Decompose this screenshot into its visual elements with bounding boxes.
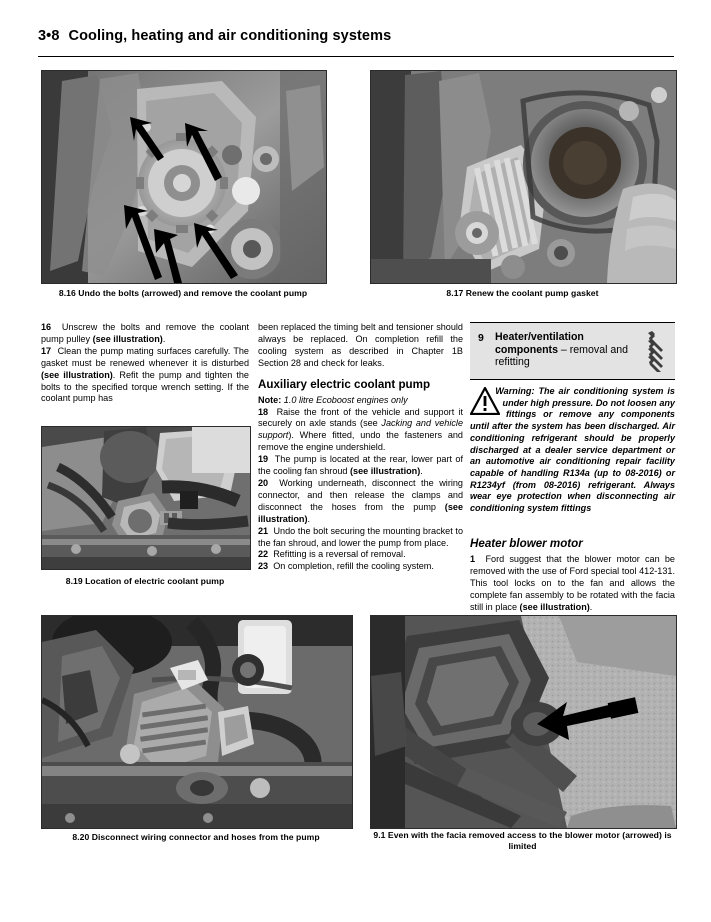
section-title-bold: Heater/ventilation components — [495, 331, 584, 356]
figure-image-8-17 — [371, 71, 676, 283]
figure-photo-8-19 — [41, 426, 251, 570]
figure-photo-8-16 — [41, 70, 327, 284]
figure-image-8-20 — [42, 616, 352, 828]
subheading-auxiliary-electric-coolant-pump: Auxiliary electric coolant pump — [258, 377, 431, 391]
section-heading-box-9 — [470, 322, 675, 380]
page-header — [38, 28, 678, 44]
step-number-20: 20 — [258, 477, 269, 488]
step-text-16a: Unscrew the bolts and remove the coolant pump pulley — [41, 322, 249, 344]
step-number-18: 18 — [258, 406, 269, 417]
warning-block — [470, 386, 675, 515]
figure-photo-9-1 — [370, 615, 677, 829]
warning-label: Warning: — [495, 386, 535, 396]
figure-caption-8-20: 8.20 Disconnect wiring connector and hoses from the pump — [72, 832, 320, 842]
paragraph-16 — [41, 322, 249, 346]
step-text-17b: (see illustration) — [41, 369, 113, 380]
paragraph-19 — [258, 454, 463, 478]
note-label: Note: — [258, 394, 282, 405]
step-text-17c: . Refit the pump and tighten the bolts to the specified torque wrench setting. If the coolant pump has — [41, 369, 249, 404]
paragraph-20 — [258, 478, 463, 526]
paragraph-21 — [258, 526, 463, 550]
step-text-19a: The pump is located at the rear, lower part of the cooling fan shroud — [258, 454, 463, 477]
step-text-1a: Ford suggest that the blower motor can be removed with the use of Ford special tool 412-131. This tool locks on to the fan and allows the complete fan assembly to be rotated with the facia still in place — [470, 554, 675, 612]
note-line — [258, 395, 463, 407]
step-number-21: 21 — [258, 525, 269, 536]
step-text-16b: (see illustration) — [92, 333, 163, 344]
warning-text: The air conditioning system is under high pressure. Do not loosen any fittings or remove any components until after the system has been discharged. Air conditioning refrigerant should be properly discharged at a dealer service department or an automotive air conditioning repair facility capable of handling R134a (up to 08-2016) or R1234yf (from 08-2016) refrigerant. Always wear eye protection when disconnecting air conditioning system fittings — [470, 386, 675, 514]
step-number-22: 22 — [258, 549, 269, 560]
step-number-17: 17 — [41, 345, 52, 356]
step-number-16: 16 — [41, 322, 52, 332]
step-text-17a: Clean the pump mating surfaces carefully. The gasket must be renewed whenever it is disturbed — [41, 345, 249, 368]
step-text-20b: (see illustration) — [258, 501, 463, 524]
middle-text-column — [258, 322, 463, 573]
step-text-19c: . — [420, 466, 423, 477]
section-number-9: 9 — [478, 332, 484, 344]
step-text-20a: Working underneath, disconnect the wiring connector, and then release the clamps and disconnect the hoses from the pump — [258, 477, 463, 512]
figure-caption-8-19: 8.19 Location of electric coolant pump — [65, 576, 225, 586]
figure-image-8-19 — [42, 427, 250, 569]
paragraph-9-1 — [470, 554, 675, 614]
section-title-rest: – removal and refitting — [495, 343, 629, 369]
step-number-19: 19 — [258, 454, 269, 465]
header-rule — [38, 56, 674, 57]
right-text-column — [470, 528, 675, 614]
step-number-1: 1 — [470, 554, 476, 564]
step-text-1b: (see illustration) — [519, 601, 590, 612]
step-number-23: 23 — [258, 561, 269, 572]
paragraph-18 — [258, 407, 463, 455]
step-text-19b: (see illustration) — [350, 466, 421, 477]
step-text-22: Refitting is a reversal of removal. — [273, 549, 406, 560]
step-text-21: Undo the bolt securing the mounting bracket to the fan shroud, and lower the pump from place. — [258, 525, 463, 548]
figure-caption-8-17: 8.17 Renew the coolant pump gasket — [446, 288, 599, 298]
spanner-rating-icon — [647, 330, 669, 372]
figure-image-8-16 — [42, 71, 326, 283]
subheading-heater-blower-motor: Heater blower motor — [470, 537, 583, 550]
paragraph-23 — [258, 561, 463, 573]
step-text-18a: Raise the front of the vehicle and support it securely on axle stands (see — [258, 406, 463, 429]
note-text: 1.0 litre Ecoboost engines only — [283, 394, 408, 405]
step-text-1c: . — [589, 601, 593, 612]
section-title-9 — [495, 331, 635, 369]
step-text-23: On completion, refill the cooling system. — [273, 561, 434, 572]
paragraph-continuation: been replaced the timing belt and tensioner should always be replaced. On completion refill the cooling system as described in Chapter 1B Section 28 and check for leaks. — [258, 322, 463, 368]
page-folio: 3•8 — [38, 28, 60, 44]
step-text-20c: . — [307, 513, 311, 524]
figure-caption-9-1: 9.1 Even with the facia removed access to the blower motor (arrowed) is limited — [373, 830, 672, 851]
figure-photo-8-20 — [41, 615, 353, 829]
figure-photo-8-17 — [370, 70, 677, 284]
figure-caption-8-16: 8.16 Undo the bolts (arrowed) and remove the coolant pump — [58, 288, 308, 298]
paragraph-17 — [41, 346, 249, 406]
step-text-18b: Jacking and vehicle support — [258, 418, 463, 441]
step-text-16c: . — [162, 333, 166, 344]
paragraph-22 — [258, 549, 463, 561]
figure-image-9-1 — [371, 616, 676, 828]
page-title: Cooling, heating and air conditioning systems — [68, 28, 392, 44]
left-text-column — [41, 322, 249, 405]
step-text-18c: ). Where fitted, undo the fasteners and remove the engine undershield. — [258, 430, 463, 453]
